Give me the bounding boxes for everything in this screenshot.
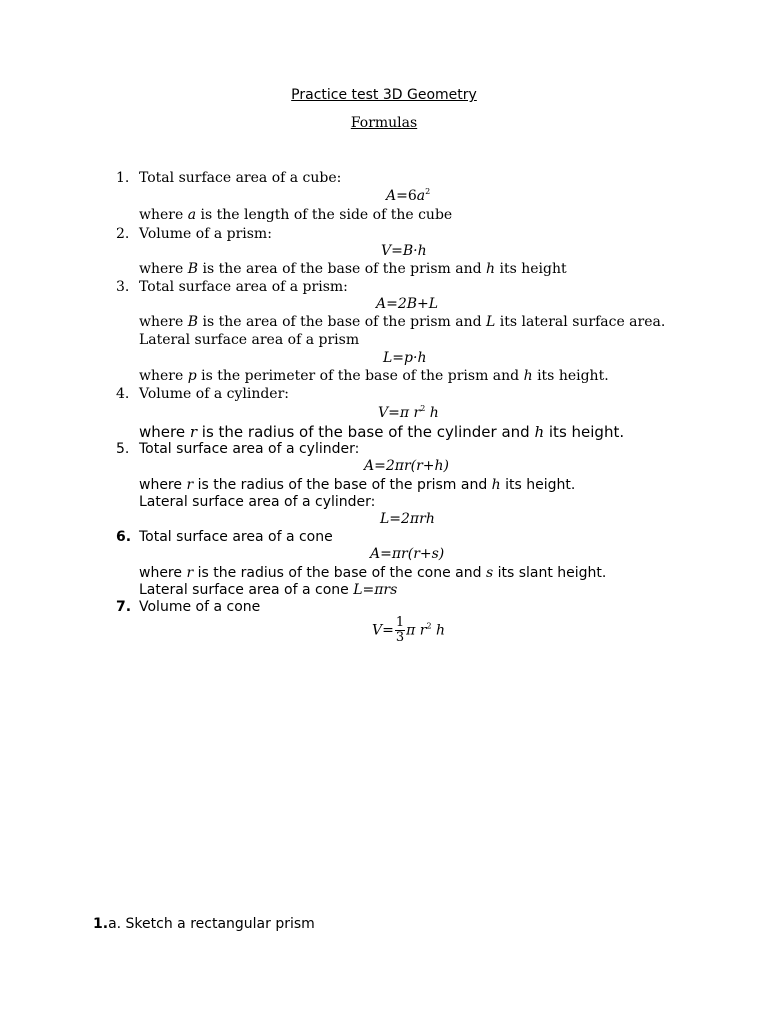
- item-note-5: where r is the radius of the base of the prism and h its height.: [139, 477, 576, 493]
- item-number-7: 7.: [116, 599, 132, 615]
- item-note-6: where r is the radius of the base of the cone and s its slant height.: [139, 565, 607, 581]
- item-number-5: 5.: [116, 441, 130, 457]
- item-heading-2: Volume of a prism:: [139, 226, 272, 242]
- item-note-1: where a is the length of the side of the cube: [139, 207, 453, 223]
- item-heading-7: Volume of a cone: [139, 599, 261, 615]
- fraction: $\frac{1}{3}$: [395, 615, 405, 645]
- formula-3b: L=p·h: [383, 350, 427, 366]
- item-subheading-3: Lateral surface area of a prism: [139, 332, 360, 348]
- item-heading-6: Total surface area of a cone: [139, 529, 333, 545]
- formula-7: V= $\frac{1}{3}$ π $r^2$ h: [372, 615, 446, 645]
- item-heading-5: Total surface area of a cylinder:: [139, 441, 360, 457]
- item-heading-3: Total surface area of a prism:: [139, 279, 348, 295]
- formula-3: A=2B+L: [376, 296, 439, 312]
- item-number-6: 6.: [116, 529, 132, 545]
- page-title: Practice test 3D Geometry: [291, 87, 477, 103]
- formula-2: V=B·h: [381, 243, 427, 259]
- item-heading-4: Volume of a cylinder:: [139, 386, 289, 402]
- item-subnote-3: where p is the perimeter of the base of the prism and h its height.: [139, 368, 609, 384]
- page-subtitle: Formulas: [350, 115, 418, 131]
- formula-6b: L=πrs: [353, 582, 398, 598]
- item-number-2: 2.: [116, 226, 130, 242]
- item-subheading-5: Lateral surface area of a cylinder:: [139, 494, 376, 510]
- item-number-1: 1.: [116, 170, 130, 186]
- formula-5b: L=2πrh: [380, 511, 435, 527]
- formula-1: $A=6a^2$: [386, 187, 431, 204]
- item-note-3: where B is the area of the base of the prism and L its lateral surface area.: [139, 314, 666, 330]
- item-heading-1: Total surface area of a cube:: [139, 170, 342, 186]
- question-1a: 1.a. Sketch a rectangular prism: [93, 916, 315, 932]
- item-subheading-6: Lateral surface area of a cone L=πrs: [139, 582, 398, 598]
- item-number-3: 3.: [116, 279, 130, 295]
- item-note-2: where B is the area of the base of the prism and h its height: [139, 261, 567, 277]
- formula-6: A=πr(r+s): [370, 546, 445, 562]
- formula-4: V=π $r^2$ h: [378, 404, 439, 421]
- item-number-4: 4.: [116, 386, 130, 402]
- formula-5: A=2πr(r+h): [364, 458, 450, 474]
- item-note-4: where r is the radius of the base of the cylinder and h its height.: [139, 423, 625, 441]
